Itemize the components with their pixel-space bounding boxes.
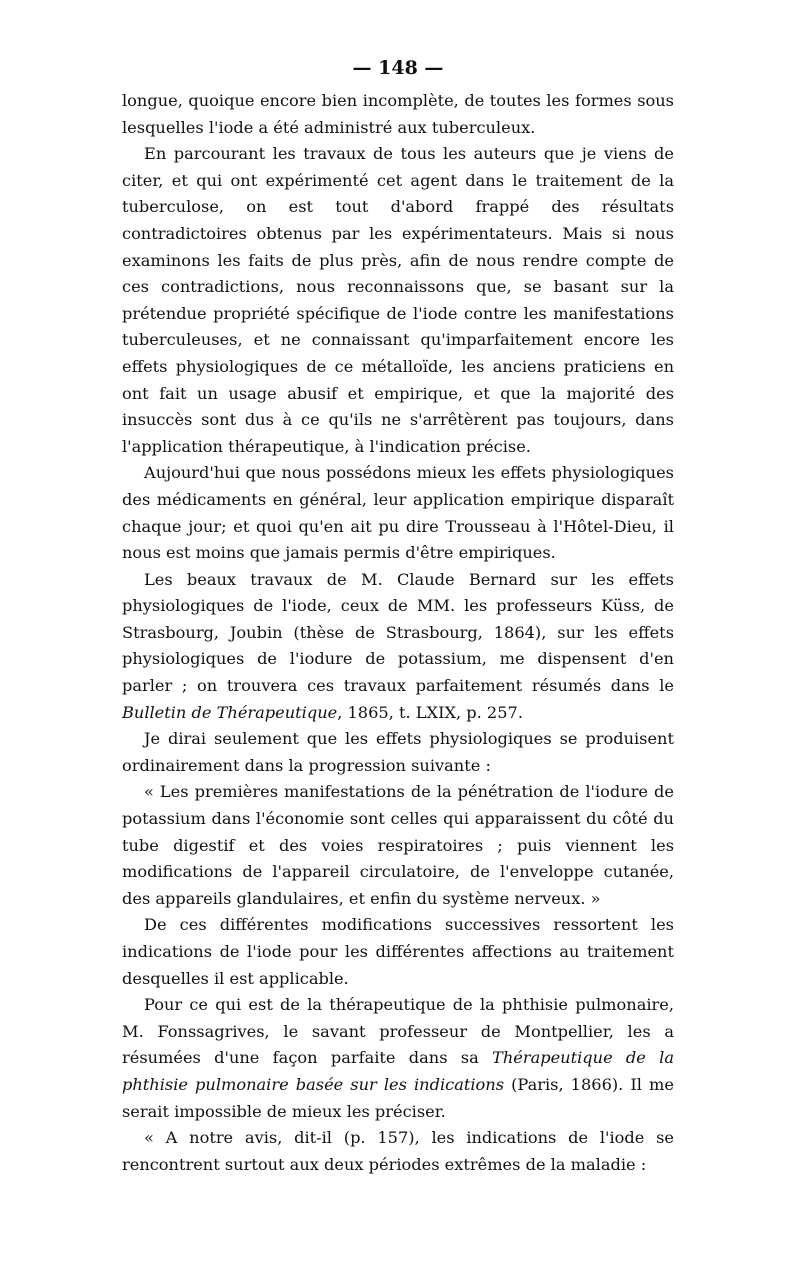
paragraph-8-book-title: Thérapeutique de la phthisie pulmonaire basée sur les indications (122, 1048, 674, 1094)
paragraph-9-quote: « A notre avis, dit-il (p. 157), les indications de l'iode se rencontrent surtout aux deux périodes extrêmes de la maladie : (122, 1128, 674, 1174)
paragraph-5: Je dirai seulement que les effets physiologiques se produisent ordinairement dans la progression suivante : (122, 729, 674, 775)
paragraph-7: De ces différentes modifications successives ressortent les indications de l'iode pour les différentes affections au traitement desquelles il est applicable. (122, 915, 674, 988)
paragraph-4-journal-title: Bulletin de Thérapeutique (122, 702, 338, 722)
paragraph-1: longue, quoique encore bien incomplète, de toutes les formes sous lesquelles l'iode a été administré aux tuberculeux. (122, 91, 674, 137)
paragraph-8-text-before: Pour ce qui est de la thérapeutique de la phthisie pulmonaire, M. Fonssagrives, le savant professeur de Montpellier, les a résumées d'une façon parfaite dans sa (122, 995, 674, 1068)
paragraph-8 (122, 992, 674, 1125)
paragraph-4-text-after: , 1865, t. LXIX, p. 257. (337, 702, 523, 722)
paragraph-4 (122, 567, 674, 727)
paragraph-6-quote: « Les premières manifestations de la pénétration de l'iodure de potassium dans l'économie sont celles qui apparaissent du côté du tube digestif et des voies respiratoires ; puis viennent les modifications de l'appareil circulatoire, de l'enveloppe cutanée, des appareils glandulaires, et enfin du système nerveux. » (122, 782, 674, 908)
book-page (122, 56, 674, 1178)
paragraph-8-text-after: (Paris, 1866). Il me serait impossible de mieux les préciser. (122, 1074, 674, 1121)
paragraph-4-text-before: Les beaux travaux de M. Claude Bernard sur les effets physiologiques de l'iode, ceux de MM. les professeurs Küss, de Strasbourg, Joubin (thèse de Strasbourg, 1864), sur les effets physiologiques de l'iodure de potassium, me dispensent d'en parler ; on trouvera ces travaux parfaitement résumés dans le (122, 569, 674, 696)
page-number: — 148 — (352, 57, 444, 79)
paragraph-3: Aujourd'hui que nous possédons mieux les effets physiologiques des médicaments en général, leur application empirique disparaît chaque jour; et quoi qu'en ait pu dire Trousseau à l'Hôtel-Dieu, il nous est moins que jamais permis d'être empiriques. (122, 463, 674, 563)
paragraph-2: En parcourant les travaux de tous les auteurs que je viens de citer, et qui ont expérimenté cet agent dans le traitement de la tuberculose, on est tout d'abord frappé des résultats contradictoires obtenus par les expérimentateurs. Mais si nous examinons les faits de plus près, afin de nous rendre compte de ces contradictions, nous reconnaissons que, se basant sur la prétendue propriété spécifique de l'iode contre les manifestations tuberculeuses, et ne connaissant qu'imparfaitement encore les effets physiologiques de ce métalloïde, les anciens praticiens en ont fait un usage abusif et empirique, et que la majorité des insuccès sont dus à ce qu'ils ne s'arrêtèrent pas toujours, dans l'application thérapeutique, à l'indication précise. (122, 144, 674, 456)
